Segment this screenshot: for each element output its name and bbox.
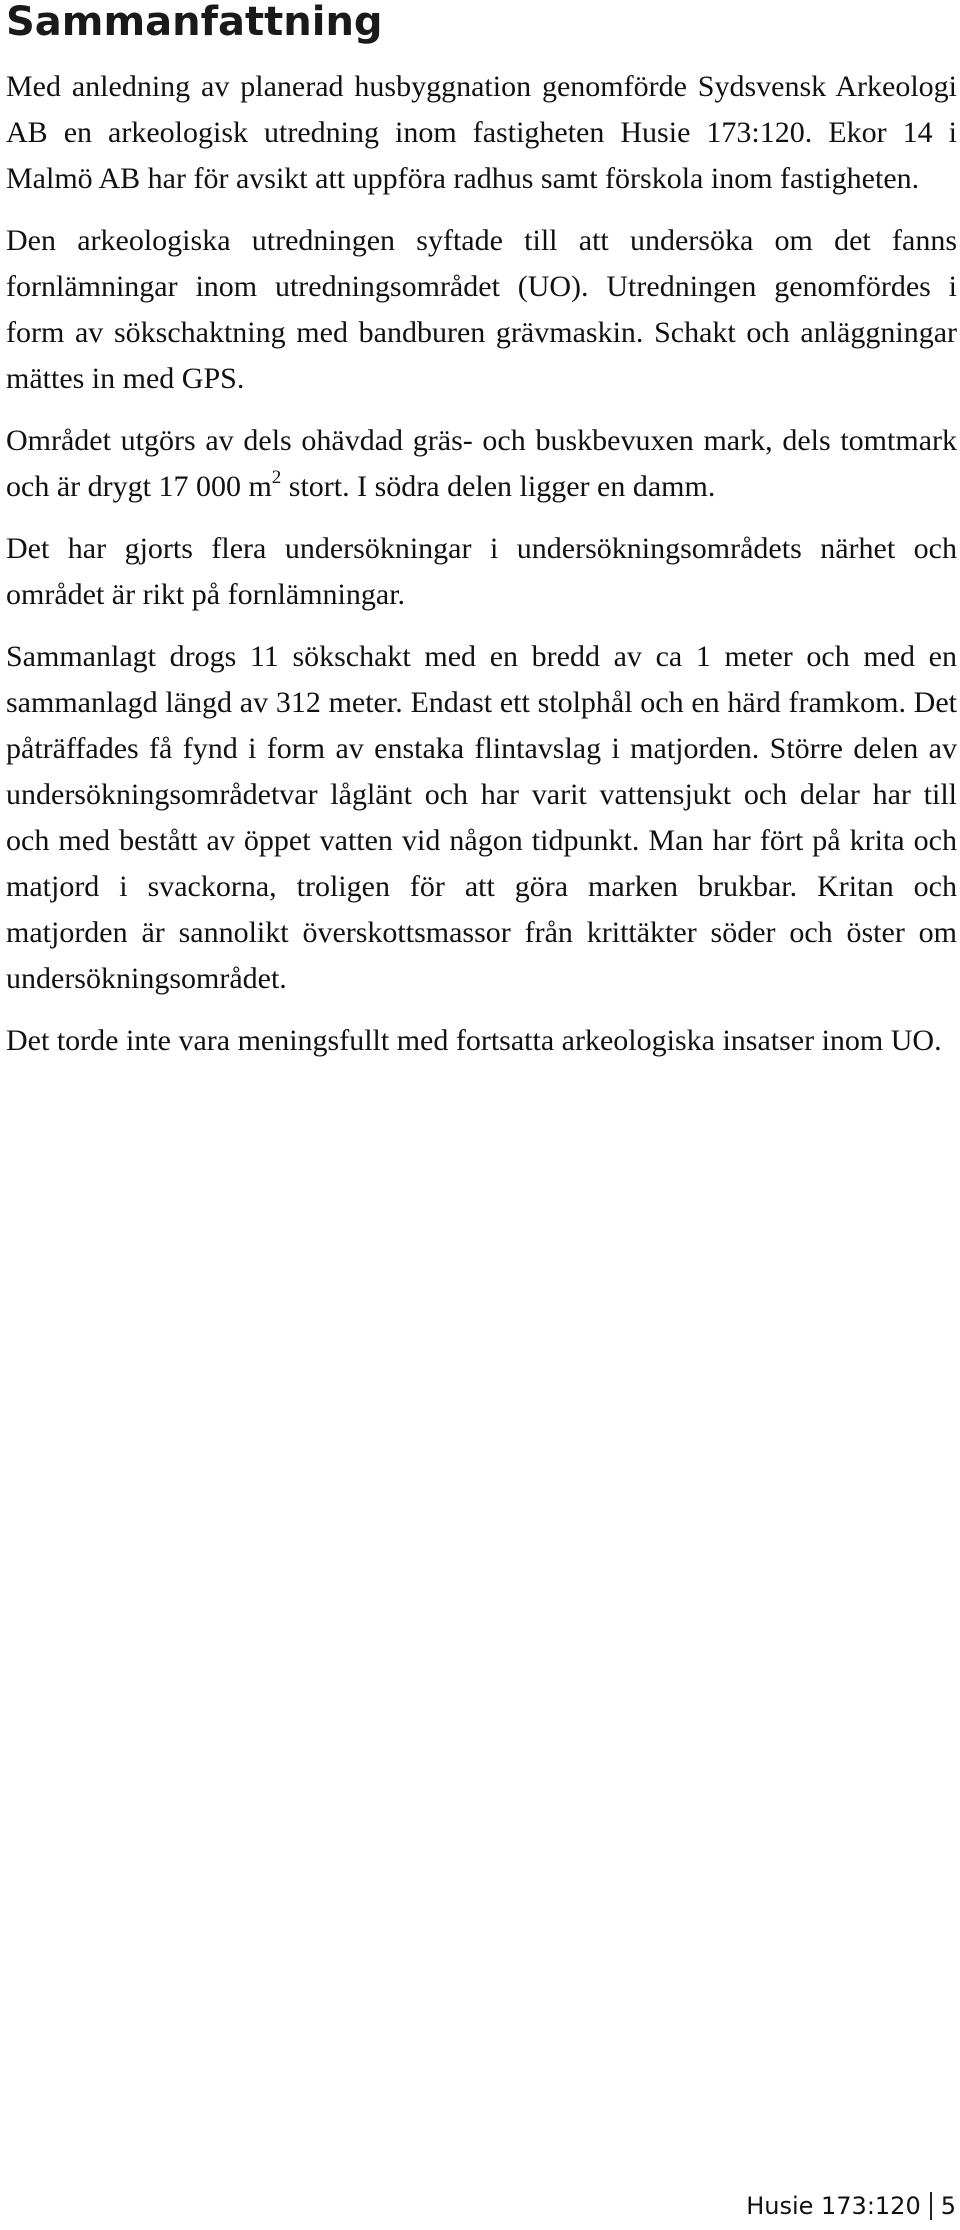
paragraph-3 [6, 418, 957, 510]
paragraph-4: Det har gjorts flera undersökningar i undersökningsområdets närhet och området är rikt på fornlämningar. [6, 532, 957, 611]
summary-body [6, 64, 957, 1064]
paragraph-1: Med anledning av planerad husbyggnation genomförde Sydsvensk Arkeologi AB en arkeologisk utredning inom fastigheten Husie 173:120. Ekor 14 i Malmö AB har för avsikt att uppföra radhus samt förskola inom fastigheten. [6, 70, 957, 195]
page-footer [746, 2190, 956, 2222]
paragraph-2: Den arkeologiska utredningen syftade till att undersöka om det fanns fornlämningar inom utredningsområdet (UO). Utredningen genomfördes i form av sökschaktning med bandburen grävmaskin. Schakt och anläggningar mättes in med GPS. [6, 224, 957, 395]
paragraph-6: Det torde inte vara meningsfullt med fortsatta arkeologiska insatser inom UO. [6, 1024, 942, 1057]
footer-divider [930, 2192, 932, 2220]
section-heading: Sammanfattning [6, 0, 383, 45]
paragraph-5: Sammanlagt drogs 11 sökschakt med en bredd av ca 1 meter och med en sammanlagd längd av 312 meter. Endast ett stolphål och en härd framkom. Det påträffades få fynd i form av enstaka flintavslag i matjorden. Större delen av undersökningsområdetvar låglänt och har varit vattensjukt och delar har till och med bestått av öppet vatten vid någon tidpunkt. Man har fört på krita och matjord i svackorna, troligen för att göra marken brukbar. Kritan och matjorden är sannolikt överskottsmassor från krittäkter söder och öster om undersökningsområdet. [6, 640, 957, 995]
page-number: 5 [940, 2192, 956, 2220]
paragraph-3-text-before: Området utgörs av dels ohävdad gräs- och buskbevuxen mark, dels tomtmark och är drygt 17 000 m [6, 424, 957, 503]
paragraph-3-superscript: 2 [271, 467, 282, 488]
footer-label: Husie 173:120 [746, 2192, 921, 2220]
paragraph-3-text-after: stort. I södra delen ligger en damm. [281, 470, 716, 503]
